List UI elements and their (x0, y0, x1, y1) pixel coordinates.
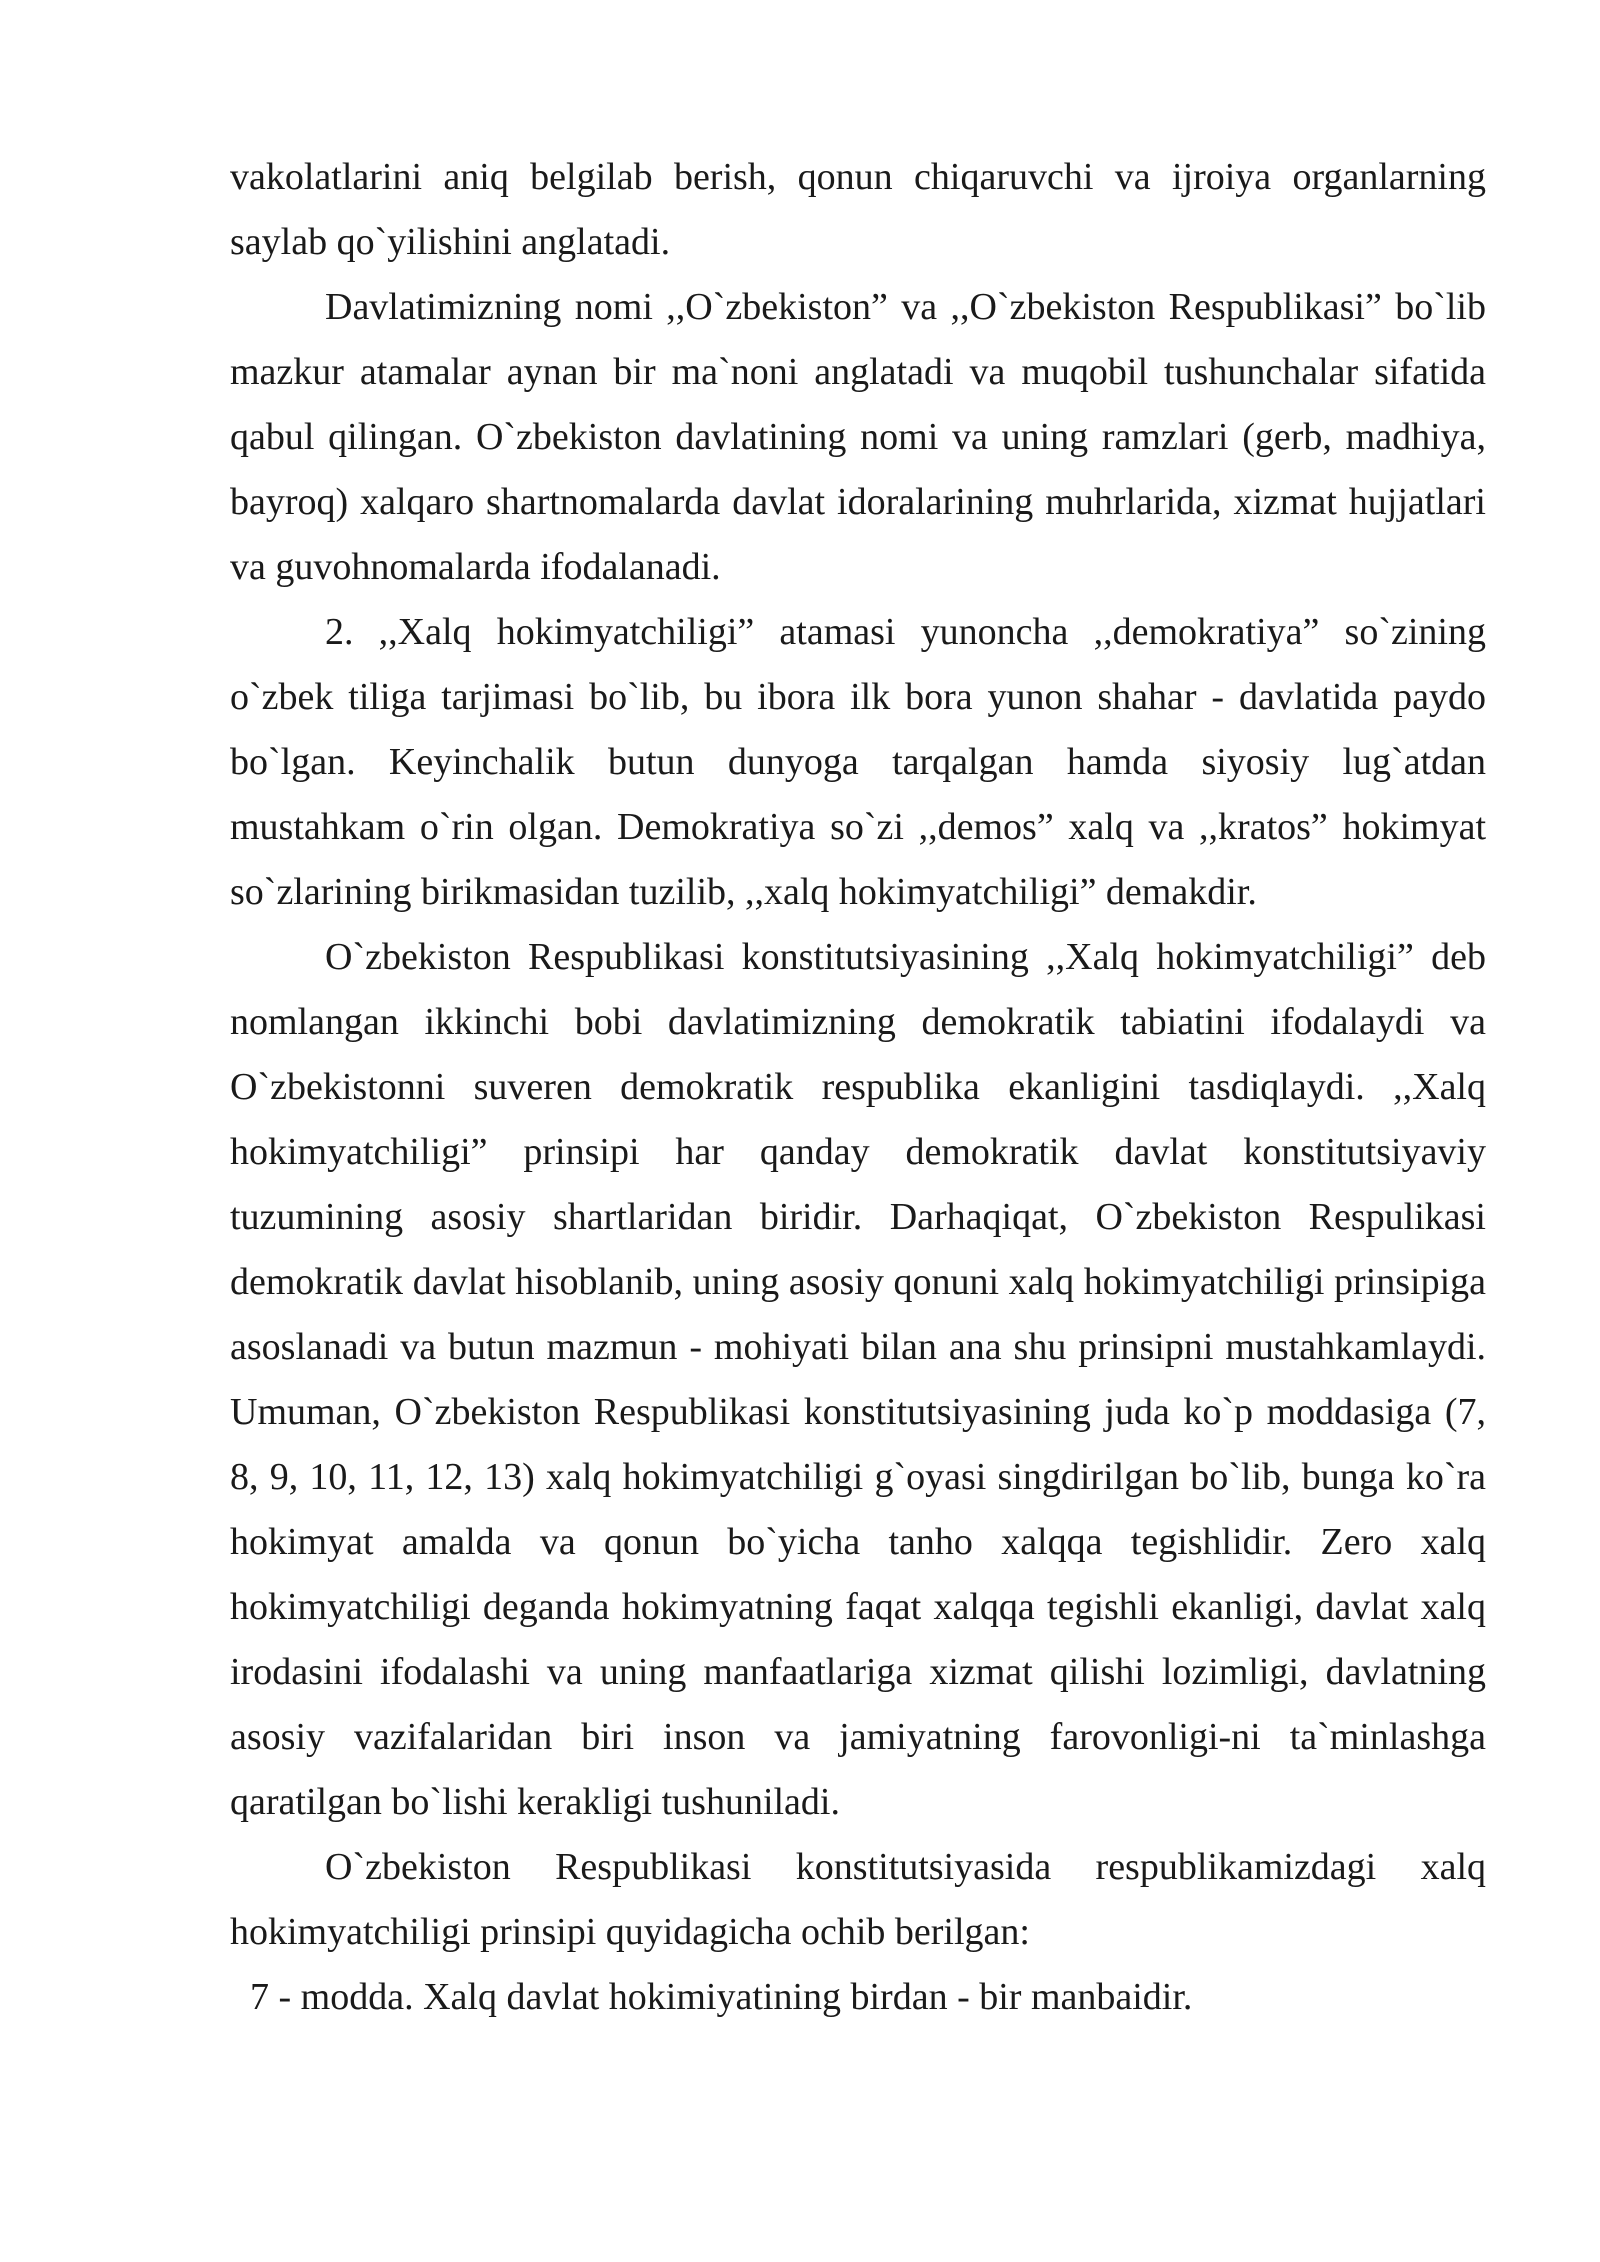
paragraph: 2. ,,Xalq hokimyatchiligi” atamasi yunoncha ,,demokratiya” so`zining o`zbek tiliga tarjimasi bo`lib, bu ibora ilk bora yunon shahar - davlatida paydo bo`lgan. Keyinchalik butun dunyoga tarqalgan hamda siyosiy lug`atdan mustahkam o`rin olgan. Demokratiya so`zi ,,demos” xalq va ,,kratos” hokimyat so`zlarining birikmasidan tuzilib, ,,xalq hokimyatchiligi” demakdir. (230, 611, 1486, 913)
paragraph: O`zbekiston Respublikasi konstitutsiyasida respublikamizdagi xalq hokimyatchiligi prinsipi quyidagicha ochib berilgan: (230, 1846, 1486, 1953)
paragraph: Davlatimizning nomi ,,O`zbekiston” va ,,O`zbekiston Respublikasi” bo`lib mazkur atamalar aynan bir ma`noni anglatadi va muqobil tushunchalar sifatida qabul qilingan. O`zbekiston davlatining nomi va uning ramzlari (gerb, madhiya, bayroq) xalqaro shartnomalarda davlat idoralarining muhrlarida, xizmat hujjatlari va guvohnomalarda ifodalanadi. (230, 286, 1486, 588)
paragraph: O`zbekiston Respublikasi konstitutsiyasining ,,Xalq hokimyatchiligi” deb nomlangan ikkinchi bobi davlatimizning demokratik tabiatini ifodalaydi va O`zbekistonni suveren demokratik respublika ekanligini tasdiqlaydi. ,,Xalq hokimyatchiligi” prinsipi har qanday demokratik davlat konstitutsiyaviy tuzumining asosiy shartlaridan biridir. Darhaqiqat, O`zbekiston Respulikasi demokratik davlat hisoblanib, uning asosiy qonuni xalq hokimyatchiligi prinsipiga asoslanadi va butun mazmun - mohiyati bilan ana shu prinsipni mustahkamlaydi. Umuman, O`zbekiston Respublikasi konstitutsiyasining juda ko`p moddasiga (7, 8, 9, 10, 11, 12, 13) xalq hokimyatchiligi g`oyasi singdirilgan bo`lib, bunga ko`ra hokimyat amalda va qonun bo`yicha tanho xalqqa tegishlidir. Zero xalq hokimyatchiligi deganda hokimyatning faqat xalqqa tegishli ekanligi, davlat xalq irodasini ifodalashi va uning manfaatlariga xizmat qilishi lozimligi, davlatning asosiy vazifalaridan biri inson va jamiyatning farovonligi-ni ta`minlashga qaratilgan bo`lishi kerakligi tushuniladi. (230, 936, 1486, 1823)
document-page (230, 145, 1486, 2030)
paragraph: vakolatlarini aniq belgilab berish, qonun chiqaruvchi va ijroiya organlarning saylab qo`yilishini anglatadi. (230, 156, 1486, 263)
article-line: 7 - modda. Xalq davlat hokimiyatining birdan - bir manbaidir. (250, 1976, 1193, 2018)
